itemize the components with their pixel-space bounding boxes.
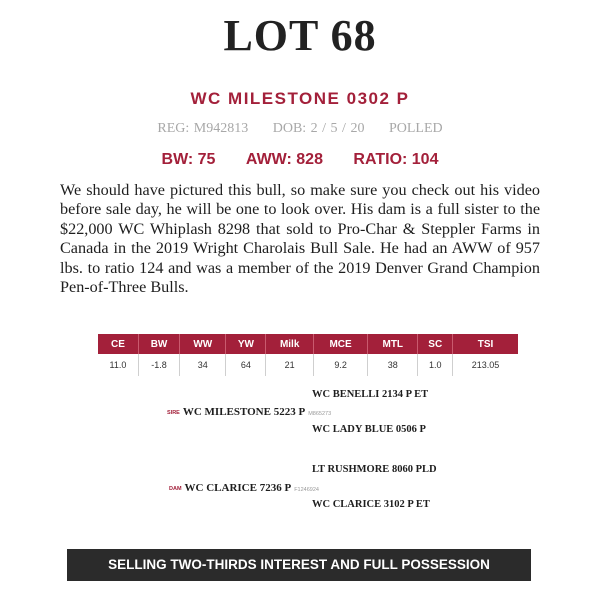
dam-dam: WC CLARICE 3102 P ET	[312, 499, 430, 510]
epd-value-ce: 11.0	[98, 354, 138, 376]
dam-registration: F1246924	[294, 487, 319, 493]
epd-table	[98, 334, 518, 376]
registration-info	[0, 121, 600, 137]
dam-sire: LT RUSHMORE 8060 PLD	[312, 464, 437, 475]
registration-number: REG: M942813	[157, 121, 249, 136]
epd-header-ww: WW	[180, 334, 226, 354]
epd-header-bw: BW	[138, 334, 179, 354]
sire-sire: WC BENELLI 2134 P ET	[312, 389, 429, 400]
dam-label: DAM	[169, 486, 182, 492]
performance-summary	[0, 151, 600, 169]
birth-weight: BW: 75	[161, 151, 216, 168]
epd-header-yw: YW	[226, 334, 266, 354]
epd-header-ce: CE	[98, 334, 138, 354]
epd-value-bw: -1.8	[138, 354, 179, 376]
epd-value-milk: 21	[266, 354, 314, 376]
description: We should have pictured this bull, so make sure you check out his video before sale day, he will be one to look over. His dam is a full sister to the $22,000 WC Whiplash 8298 that sold to Pro-Char & Steppler Farms in Canada in the 2019 Wright Charolais Bull Sale. He had an AWW of 957 lbs. to ratio 124 and was a member of the 2019 Denver Grand Champion Pen-of-Three Bulls.	[60, 181, 540, 297]
epd-value-yw: 64	[226, 354, 266, 376]
sire-dam: WC LADY BLUE 0506 P	[312, 424, 426, 435]
polled-status: POLLED	[388, 121, 443, 136]
epd-value-sc: 1.0	[418, 354, 453, 376]
sire-registration: M865273	[308, 411, 332, 417]
sire	[167, 406, 331, 418]
lot-title: LOT 68	[223, 11, 377, 60]
sire-name: WC MILESTONE 5223 P	[182, 406, 306, 418]
epd-header-mce: MCE	[314, 334, 368, 354]
epd-value-ww: 34	[180, 354, 226, 376]
epd-value-row	[98, 354, 518, 376]
epd-value-mtl: 38	[368, 354, 418, 376]
epd-header-tsi: TSI	[453, 334, 518, 354]
sale-terms-banner: SELLING TWO-THIRDS INTEREST AND FULL POSSESSION	[67, 549, 531, 581]
animal-name: WC MILESTONE 0302 P	[190, 89, 410, 108]
epd-header-milk: Milk	[266, 334, 314, 354]
epd-value-tsi: 213.05	[471, 360, 500, 370]
date-of-birth: DOB: 2 / 5 / 20	[272, 121, 365, 136]
epd-header-sc: SC	[418, 334, 453, 354]
ratio: RATIO: 104	[353, 151, 439, 168]
epd-header-mtl: MTL	[368, 334, 418, 354]
epd-value-mce: 9.2	[314, 354, 368, 376]
dam-name: WC CLARICE 7236 P	[184, 482, 292, 494]
dam	[169, 482, 319, 494]
epd-header-row	[98, 334, 518, 354]
adjusted-weaning-weight: AWW: 828	[245, 151, 323, 168]
sire-label: SIRE	[167, 410, 180, 416]
